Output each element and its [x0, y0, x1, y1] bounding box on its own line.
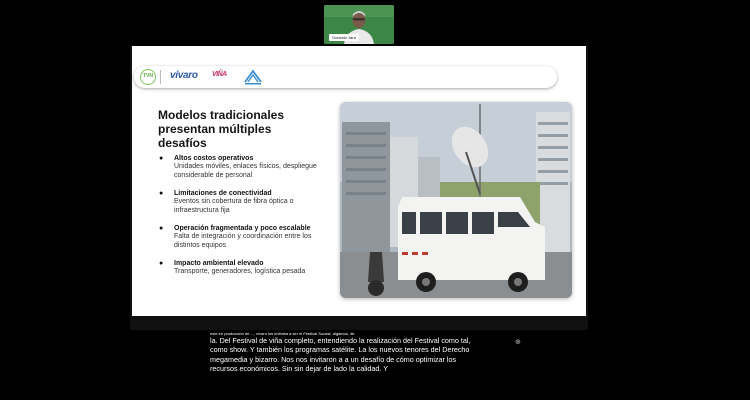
caption-line: la. Del Festival de viña completo, entendiendo la realización del Festival como tal, — [210, 336, 471, 345]
bullet-item — [158, 259, 338, 277]
bullet-title: Impacto ambiental elevado — [174, 260, 264, 267]
bullet-dot-icon: ● — [159, 225, 164, 232]
caption-line: este en producción de ..., vívaro los invitaba a ser el Festival Sucast, digamos, de — [210, 332, 355, 336]
bullet-title: Altos costos operativos — [174, 155, 254, 162]
tvn-logo: TVN — [140, 69, 156, 85]
logo-divider — [160, 70, 161, 84]
bullet-title: Limitaciones de conectividad — [174, 190, 272, 197]
bullet-dot-icon: ● — [159, 260, 164, 267]
caption-line: megamedia y bizarro. Nos nos invitaron a a un desafío de cómo optimizar los — [210, 354, 457, 364]
bullet-description: Falta de integración y coordinación entre los distintos equipos — [174, 233, 312, 249]
bullet-dot-icon: ● — [159, 155, 164, 162]
satellite-truck-photo — [340, 102, 572, 298]
bullet-list — [158, 154, 338, 286]
slide-title: Modelos tradicionales presentan múltiples desafíos — [158, 108, 285, 150]
bullet-description: Eventos sin cobertura de fibra óptica o infraestructura fija — [174, 198, 294, 214]
caption-line: como show. Y también los programas satélite. La los nuevos tenores del Derecho — [210, 345, 470, 355]
bullet-description: Transporte, generadores, logística pesada — [174, 268, 306, 275]
bullet-item — [158, 224, 338, 250]
participant-video-tile[interactable] — [324, 5, 394, 44]
bullet-dot-icon: ● — [159, 190, 164, 197]
bullet-description: Unidades móviles, enlaces físicos, despliegue considerable de personal — [174, 163, 317, 179]
live-captions — [210, 332, 510, 374]
bullet-title: Operación fragmentada y poco escalable — [174, 225, 311, 232]
bullet-item — [158, 154, 338, 180]
shared-screen — [130, 46, 588, 330]
bullet-item — [158, 189, 338, 215]
vivaro-logo: vívaro — [170, 70, 198, 81]
caption-line: recursos económicos. Sin sin dejar de lado la calidad. Y — [210, 364, 389, 374]
presentation-slide — [132, 46, 586, 316]
vina-logo: VIÑA — [212, 71, 227, 78]
expand-icon[interactable]: ⊕ — [515, 339, 521, 346]
mega-logo-icon — [243, 68, 263, 86]
participant-name-label: Gonzalo Jara — [329, 34, 359, 41]
sponsor-logo-bar — [134, 66, 557, 88]
